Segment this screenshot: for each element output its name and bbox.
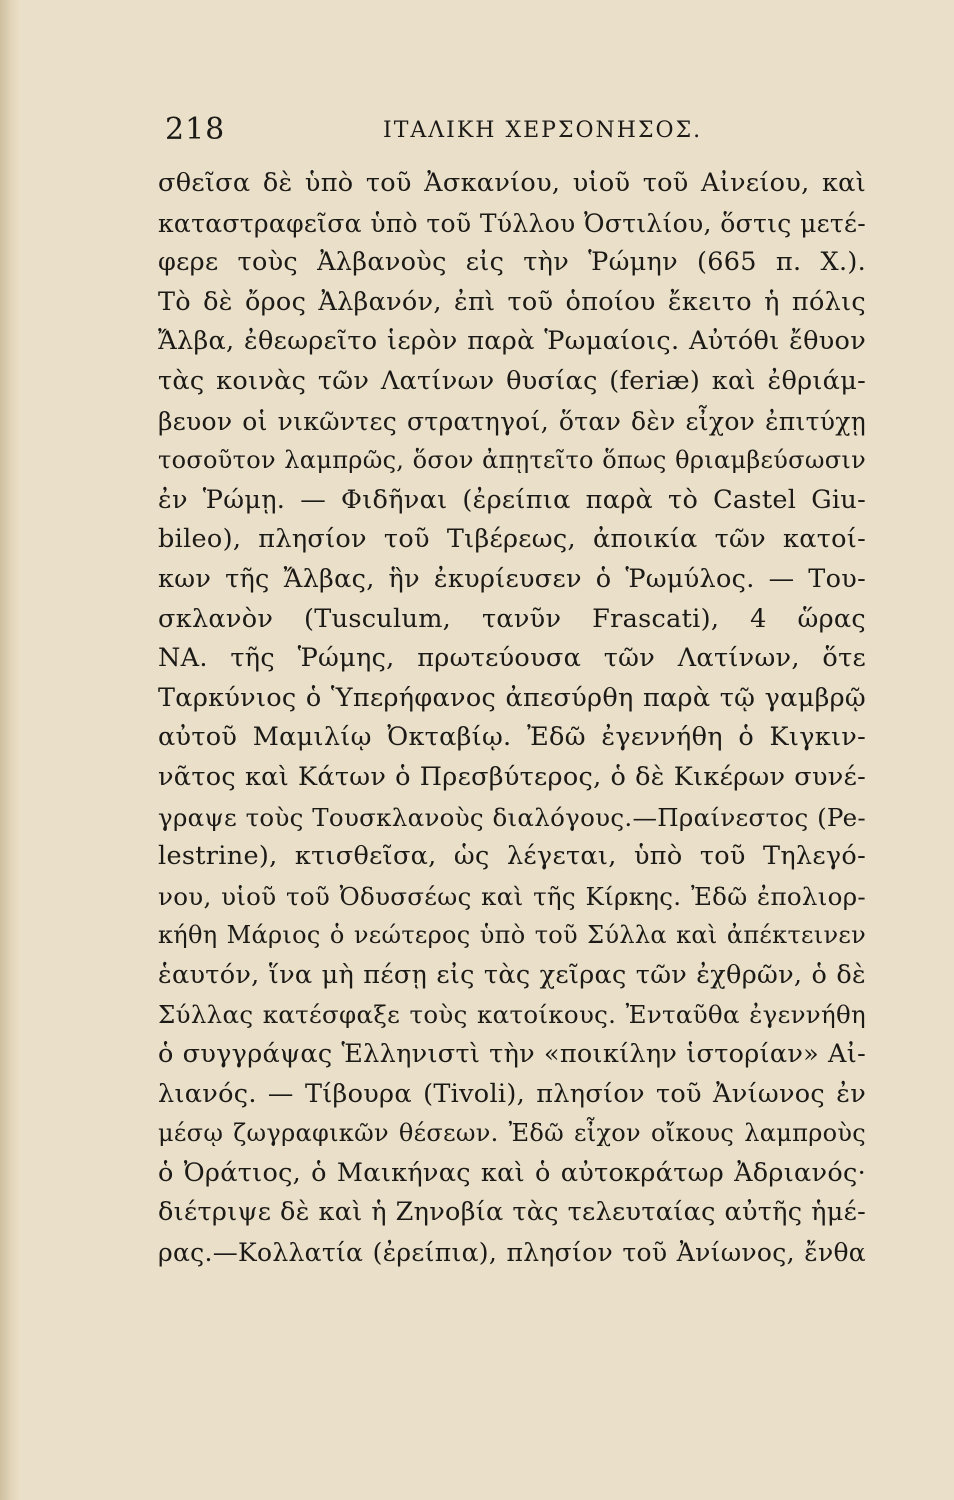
- text-line: βευον οἱ νικῶντες στρατηγοί, ὅταν δὲν εἶχον ἐπιτύχῃ: [158, 406, 866, 436]
- text-line: ὁ Ὀράτιος, ὁ Μαικήνας καὶ ὁ αὐτοκράτωρ Ἀδριανός·: [158, 1157, 866, 1188]
- text-line: καταστραφεῖσα ὑπὸ τοῦ Τύλλου Ὀστιλίου, ὅστις μετέ-: [158, 208, 866, 238]
- text-line: κήθη Μάριος ὁ νεώτερος ὑπὸ τοῦ Σύλλα καὶ ἀπέκτεινεν: [158, 921, 866, 950]
- text-line: Σύλλας κατέσφαξε τοὺς κατοίκους. Ἐνταῦθα ἐγεννήθη: [158, 1000, 866, 1030]
- text-line: τὰς κοινὰς τῶν Λατίνων θυσίας (feriæ) καὶ ἐθριάμ-: [158, 365, 866, 396]
- body-text: [158, 164, 866, 1273]
- text-line: ΝΑ. τῆς Ῥώμης, πρωτεύουσα τῶν Λατίνων, ὅτε: [158, 643, 866, 674]
- text-line: Ταρκύνιος ὁ Ὑπερήφανος ἀπεσύρθη παρὰ τῷ γαμβρῷ: [158, 682, 866, 713]
- text-line: τοσοῦτον λαμπρῶς, ὅσον ἀπῃτεῖτο ὅπως θριαμβεύσωσιν: [158, 446, 866, 475]
- text-line: κων τῆς Ἄλβας, ἣν ἐκυρίευσεν ὁ Ῥωμύλος. — Του-: [158, 563, 866, 594]
- text-line: διέτριψε δὲ καὶ ἡ Ζηνοβία τὰς τελευταίας αὐτῆς ἡμέ-: [158, 1197, 866, 1228]
- running-title: ΙΤΑΛΙΚΗ ΧΕΡΣΟΝΗΣΟΣ.: [383, 118, 703, 143]
- text-line: ἐν Ῥώμῃ. — Φιδῆναι (ἐρείπια παρὰ τὸ Castel Giu-: [158, 484, 866, 515]
- page-edge-shadow: [0, 0, 20, 1500]
- text-line: bileo), πλησίον τοῦ Τιβέρεως, ἀποικία τῶν κατοί-: [158, 524, 866, 555]
- text-line: ὁ συγγράψας Ἑλληνιστὶ τὴν «ποικίλην ἱστορίαν» Αἰ-: [158, 1039, 866, 1070]
- text-line: ἑαυτόν, ἵνα μὴ πέσῃ εἰς τὰς χεῖρας τῶν ἐχθρῶν, ὁ δὲ: [158, 959, 866, 990]
- text-line: σκλανὸν (Tusculum, τανῦν Frascati), 4 ὥρας: [158, 603, 866, 634]
- text-line: λιανός. — Τίβουρα (Tivoli), πλησίον τοῦ Ἀνίωνος ἐν: [158, 1078, 866, 1109]
- text-line: lestrine), κτισθεῖσα, ὡς λέγεται, ὑπὸ τοῦ Τηλεγό-: [158, 841, 866, 872]
- text-line: φερε τοὺς Ἀλβανοὺς εἰς τὴν Ῥώμην (665 π. Χ.).: [158, 247, 866, 278]
- text-line: σθεῖσα δὲ ὑπὸ τοῦ Ἀσκανίου, υἱοῦ τοῦ Αἰνείου, καὶ: [158, 168, 866, 198]
- text-line: αὐτοῦ Μαμιλίῳ Ὀκταβίῳ. Ἐδῶ ἐγεννήθη ὁ Κιγκιν-: [158, 722, 866, 753]
- text-line: νου, υἱοῦ τοῦ Ὀδυσσέως καὶ τῆς Κίρκης. Ἐδῶ ἐπολιορ-: [158, 881, 866, 911]
- text-line: νᾶτος καὶ Κάτων ὁ Πρεσβύτερος, ὁ δὲ Κικέρων συνέ-: [158, 761, 866, 792]
- text-line: Τὸ δὲ ὄρος Ἀλβανόν, ἐπὶ τοῦ ὁποίου ἔκειτο ἡ πόλις: [158, 286, 866, 317]
- text-line: Ἄλβα, ἐθεωρεῖτο ἱερὸν παρὰ Ῥωμαίοις. Αὐτόθι ἔθυον: [158, 326, 866, 357]
- page-number: 218: [165, 112, 226, 147]
- text-line: ρας.—Κολλατία (ἐρείπια), πλησίον τοῦ Ἀνίωνος, ἔνθα: [158, 1238, 866, 1268]
- text-line: γραψε τοὺς Τουσκλανοὺς διαλόγους.—Πραίνεστος (Pe-: [158, 802, 866, 832]
- page-header: [165, 110, 865, 158]
- text-line: μέσῳ ζωγραφικῶν θέσεων. Ἐδῶ εἶχον οἴκους λαμπροὺς: [158, 1119, 866, 1148]
